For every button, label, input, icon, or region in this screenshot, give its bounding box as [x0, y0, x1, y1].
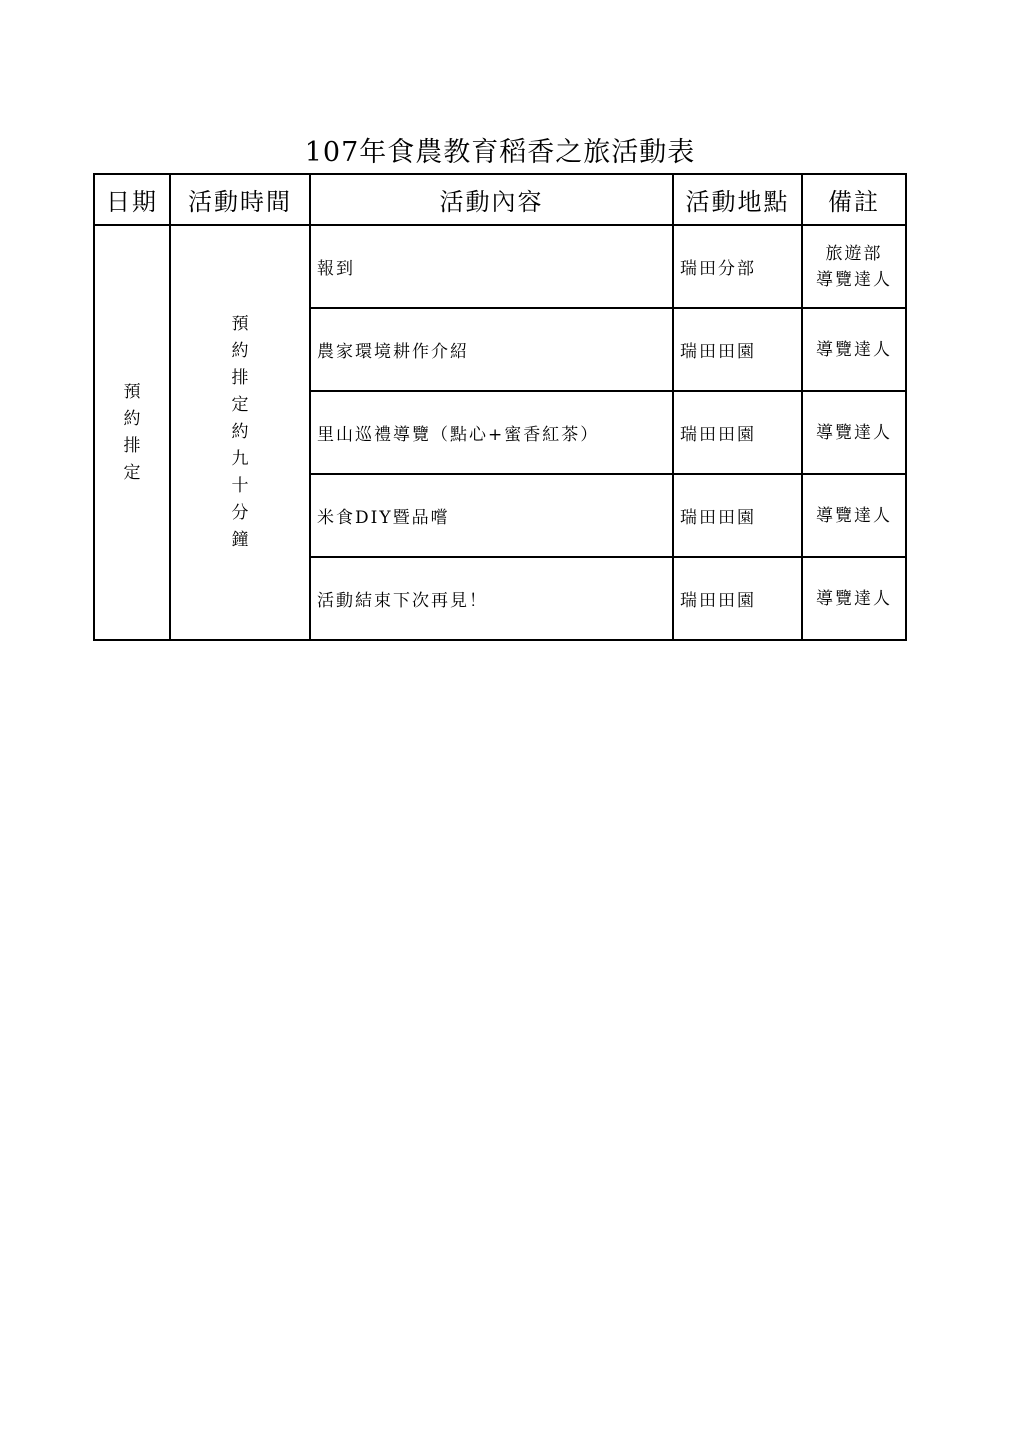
content-cell: 報到: [310, 225, 673, 308]
note-cell: [802, 391, 906, 474]
location-cell: 瑞田田園: [673, 391, 802, 474]
time-cell: [170, 225, 310, 640]
header-time: 活動時間: [170, 174, 310, 225]
location-cell: 瑞田田園: [673, 308, 802, 391]
note-line: 導覽達人: [816, 269, 892, 290]
activity-schedule-table: [93, 173, 907, 641]
header-location: 活動地點: [673, 174, 802, 225]
content-cell: 農家環境耕作介紹: [310, 308, 673, 391]
note-line: 導覽達人: [816, 339, 892, 360]
note-line: 導覽達人: [816, 505, 892, 526]
note-cell: [802, 474, 906, 557]
location-cell: 瑞田分部: [673, 225, 802, 308]
note-line: 導覽達人: [816, 588, 892, 609]
header-date: 日期: [94, 174, 170, 225]
content-cell: 活動結束下次再見！: [310, 557, 673, 640]
note-cell: [802, 308, 906, 391]
note-cell: [802, 225, 906, 308]
location-cell: 瑞田田園: [673, 557, 802, 640]
table-header-row: [94, 174, 906, 225]
time-cell-text: 預約排定約九十分鐘: [231, 314, 249, 550]
header-content: 活動內容: [310, 174, 673, 225]
note-line: 導覽達人: [816, 422, 892, 443]
table-row: [94, 225, 906, 308]
content-cell: 里山巡禮導覽（點心+蜜香紅茶）: [310, 391, 673, 474]
note-cell: [802, 557, 906, 640]
note-line: 旅遊部: [825, 243, 883, 264]
header-note: 備註: [802, 174, 906, 225]
date-cell-text: 預約排定: [123, 381, 141, 483]
location-cell: 瑞田田園: [673, 474, 802, 557]
content-cell: 米食DIY暨品嚐: [310, 474, 673, 557]
date-cell: [94, 225, 170, 640]
document-title: 107年食農教育稻香之旅活動表: [304, 137, 696, 168]
